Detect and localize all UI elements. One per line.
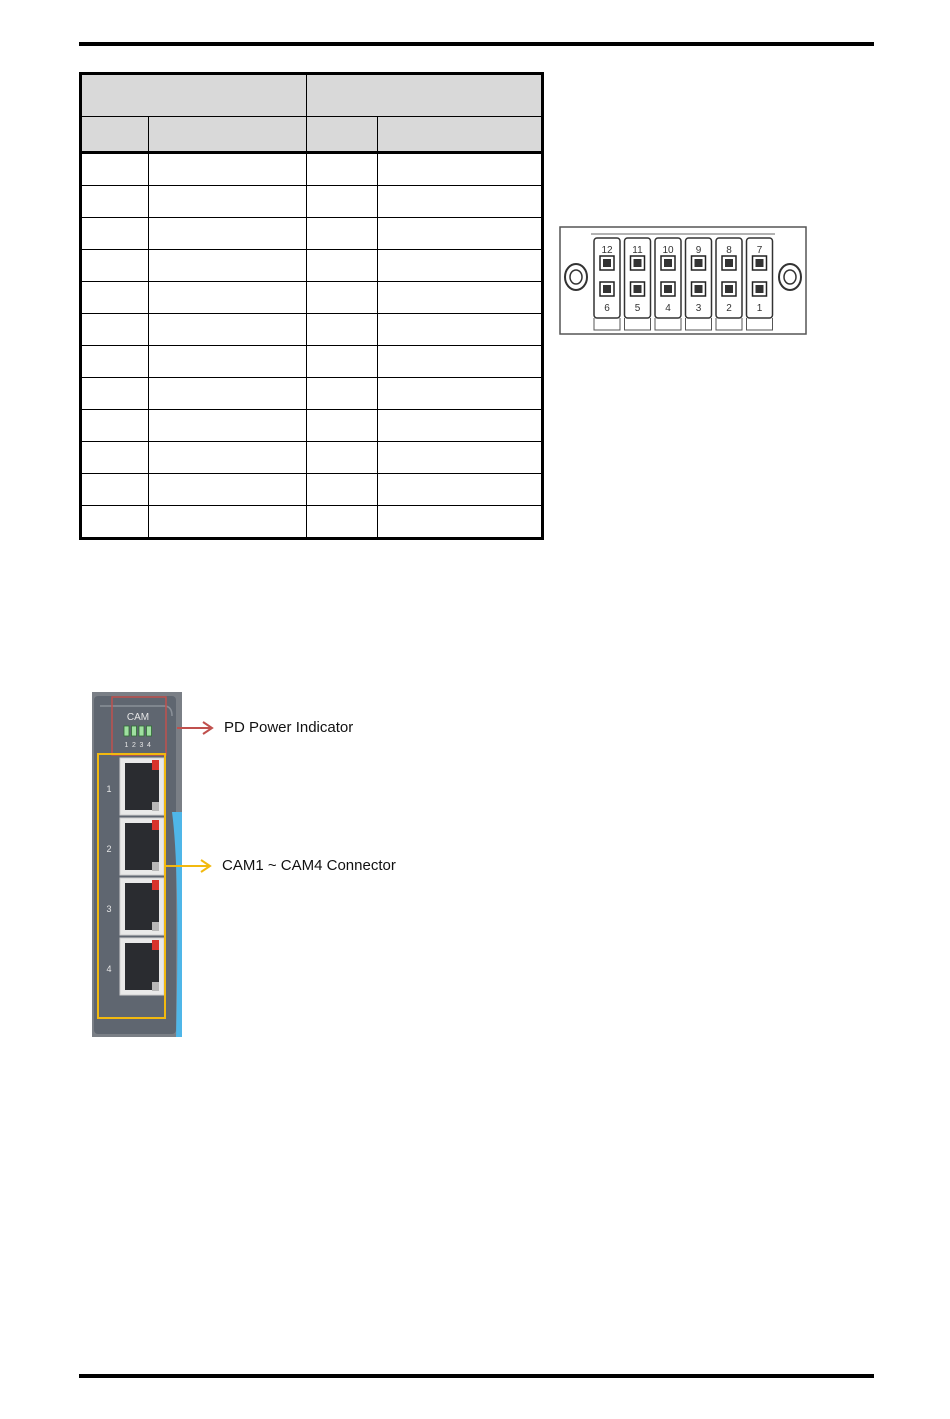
table-cell (149, 281, 307, 313)
table-row (81, 185, 543, 217)
led-number: 3 (139, 742, 144, 749)
table-row (81, 217, 543, 249)
table-cell (149, 217, 307, 249)
link-led-red (152, 820, 159, 830)
table-cell (378, 345, 543, 377)
table-cell (307, 217, 378, 249)
table-cell (378, 217, 543, 249)
table-row (81, 313, 543, 345)
terminal-pin-number-top: 8 (726, 245, 732, 256)
table-cell (81, 249, 149, 281)
table-cell (149, 249, 307, 281)
pd-power-led (147, 726, 152, 736)
table-subheader-cell (149, 117, 307, 152)
led-number: 2 (132, 742, 136, 749)
table-cell (149, 505, 307, 538)
cam-connector-label: CAM1 ~ CAM4 Connector (222, 857, 396, 874)
table-cell (81, 217, 149, 249)
table-cell (149, 152, 307, 185)
port-number: 3 (106, 904, 112, 914)
header-rule (79, 42, 874, 46)
link-led-gray (152, 982, 159, 991)
table-row (81, 505, 543, 538)
table-cell (81, 281, 149, 313)
table-cell (81, 409, 149, 441)
terminal-screw-core (634, 285, 642, 293)
table-cell (378, 249, 543, 281)
table-cell (378, 281, 543, 313)
table-cell (81, 473, 149, 505)
led-number: 1 (124, 742, 129, 749)
table-cell (307, 313, 378, 345)
terminal-pin-number-top: 7 (756, 245, 763, 256)
table-cell (149, 377, 307, 409)
pin-assignment-table (79, 72, 544, 540)
link-led-red (152, 760, 159, 770)
table-cell (378, 505, 543, 538)
terminal-block-diagram (559, 226, 807, 336)
terminal-screw-core (603, 285, 611, 293)
table-cell (307, 441, 378, 473)
table-cell (307, 505, 378, 538)
table-cell (81, 185, 149, 217)
pd-power-led (124, 726, 129, 736)
terminal-screw-core (664, 259, 672, 267)
table-cell (378, 152, 543, 185)
pd-power-led (139, 726, 144, 736)
table-subheader-cell (378, 117, 543, 152)
link-led-gray (152, 802, 159, 811)
table-row (81, 152, 543, 185)
cam-label: CAM (126, 712, 150, 723)
terminal-pin-number-bottom: 1 (756, 303, 763, 314)
table-header-right (307, 74, 543, 117)
terminal-screw-core (664, 285, 672, 293)
table-header-left (81, 74, 307, 117)
table-cell (81, 505, 149, 538)
table-cell (149, 409, 307, 441)
terminal-screw-core (634, 259, 642, 267)
table-subheader-row (81, 117, 543, 152)
table-row (81, 281, 543, 313)
terminal-screw-core (603, 259, 611, 267)
table-cell (149, 345, 307, 377)
table-cell (378, 409, 543, 441)
table-cell (149, 441, 307, 473)
terminal-pin-number-bottom: 4 (665, 303, 671, 314)
table-cell (307, 377, 378, 409)
terminal-pin-number-bottom: 5 (634, 303, 641, 314)
table-row (81, 409, 543, 441)
table-cell (149, 313, 307, 345)
table-subheader-cell (81, 117, 149, 152)
pd-power-led (132, 726, 137, 736)
port-number: 2 (106, 844, 112, 854)
table-cell (307, 185, 378, 217)
terminal-pin-number-top: 10 (662, 245, 674, 256)
table-cell (307, 345, 378, 377)
table-cell (81, 152, 149, 185)
terminal-screw-core (756, 259, 764, 267)
table-cell (378, 441, 543, 473)
led-number: 4 (147, 742, 151, 749)
pd-power-indicator-label: PD Power Indicator (224, 719, 354, 736)
table-subheader-cell (307, 117, 378, 152)
terminal-screw-core (695, 285, 703, 293)
terminal-pin-number-top: 12 (601, 245, 613, 256)
link-led-red (152, 940, 159, 950)
terminal-screw-core (725, 259, 733, 267)
table-row (81, 249, 543, 281)
table-cell (378, 185, 543, 217)
terminal-pin-number-bottom: 6 (604, 303, 610, 314)
table-cell (149, 473, 307, 505)
port-number: 4 (106, 964, 112, 974)
terminal-pin-number-bottom: 2 (726, 303, 732, 314)
link-led-gray (152, 862, 159, 871)
terminal-pin-number-top: 9 (695, 245, 702, 256)
table-cell (307, 473, 378, 505)
port-number: 1 (106, 784, 112, 794)
table-cell (378, 313, 543, 345)
table-cell (81, 441, 149, 473)
footer-rule (79, 1374, 874, 1378)
table-cell (378, 473, 543, 505)
table-cell (307, 152, 378, 185)
terminal-screw-core (756, 285, 764, 293)
terminal-screw-core (725, 285, 733, 293)
table-row (81, 377, 543, 409)
link-led-red (152, 880, 159, 890)
link-led-gray (152, 922, 159, 931)
table-cell (307, 249, 378, 281)
terminal-screw-core (695, 259, 703, 267)
table-cell (81, 345, 149, 377)
terminal-pin-number-bottom: 3 (695, 303, 702, 314)
table-cell (307, 409, 378, 441)
table-row (81, 441, 543, 473)
terminal-pin-number-top: 11 (632, 245, 643, 256)
table-cell (81, 313, 149, 345)
table-cell (378, 377, 543, 409)
table-header-row (81, 74, 543, 117)
cam-port-panel (92, 692, 182, 1037)
table-cell (307, 281, 378, 313)
table-row (81, 473, 543, 505)
table-cell (81, 377, 149, 409)
table-cell (149, 185, 307, 217)
table-row (81, 345, 543, 377)
